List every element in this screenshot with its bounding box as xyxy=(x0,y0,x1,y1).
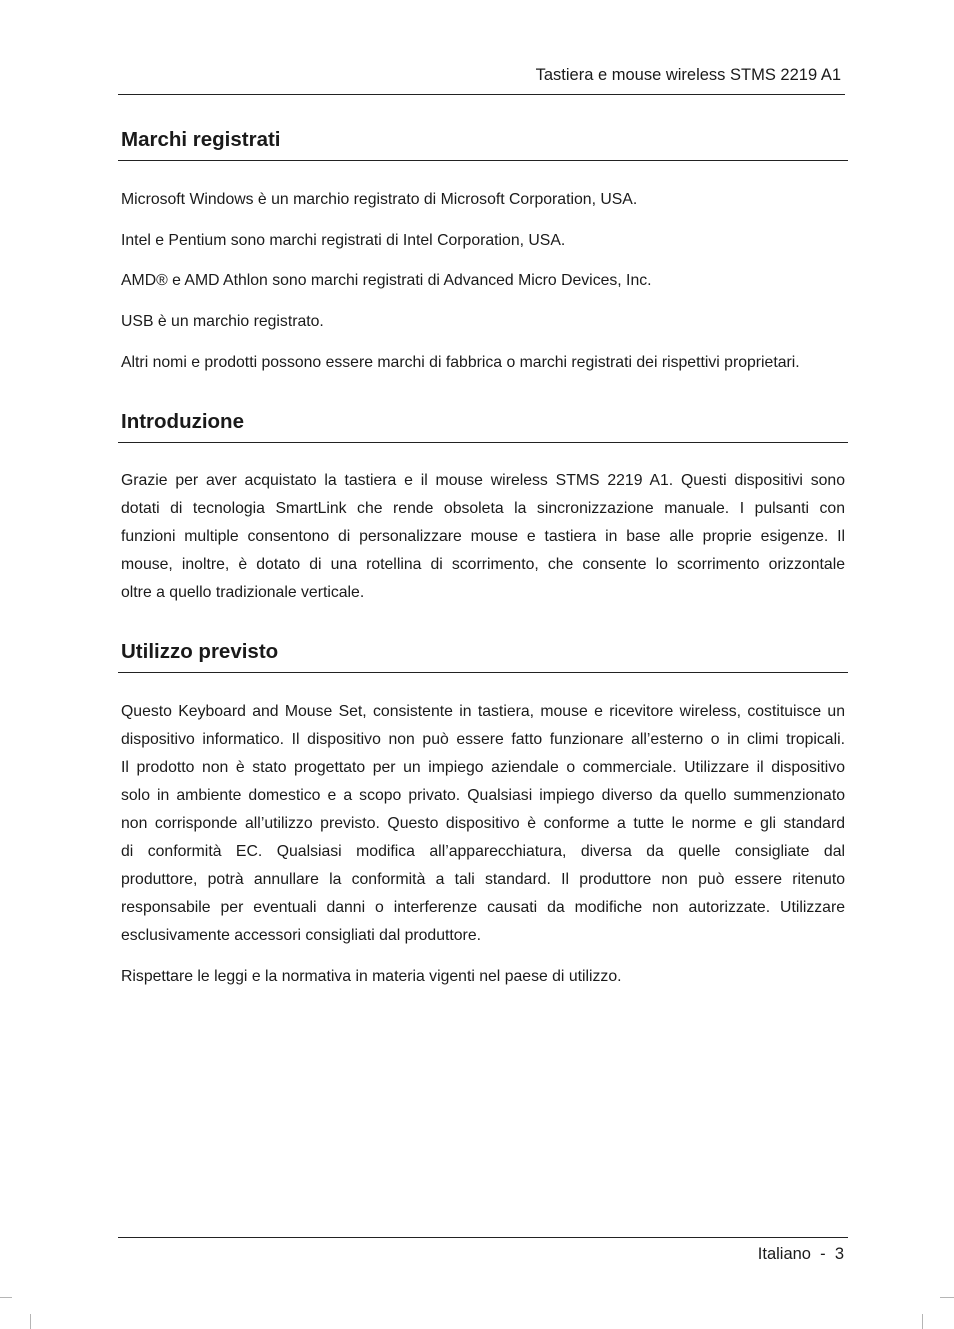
text-line: mouse, inoltre, è dotato di una rotellina di scorrimento, che consente lo scorrimento orizzontale xyxy=(121,556,845,573)
trademark-paragraph: Microsoft Windows è un marchio registrato di Microsoft Corporation, USA. xyxy=(121,191,638,208)
text-line: di conformità EC. Qualsiasi modifica all’apparecchiatura, diversa da quelle consigliate dal xyxy=(121,843,845,860)
text-line: Questo Keyboard and Mouse Set, consistente in tastiera, mouse e ricevitore wireless, costituisce un xyxy=(121,703,845,720)
page-footer xyxy=(118,1237,848,1268)
header-title: Tastiera e mouse wireless STMS 2219 A1 xyxy=(535,66,841,84)
text-line: dispositivo informatico. Il dispositivo non può essere fatto funzionare all’esterno o in climi tropicali. xyxy=(121,731,845,748)
crop-mark xyxy=(922,1314,923,1329)
intended-use-paragraph xyxy=(121,698,845,950)
text-line: Il prodotto non è stato progettato per un impiego aziendale o commerciale. Utilizzare il dispositivo xyxy=(121,759,845,776)
heading-trademarks: Marchi registrati xyxy=(121,128,281,151)
heading-intended-use: Utilizzo previsto xyxy=(121,640,279,663)
text-line: solo in ambiente domestico e a scopo privato. Qualsiasi impiego diverso da quello summenzionato xyxy=(121,787,845,804)
page-header xyxy=(118,64,845,95)
text-line: non corrisponde all’utilizzo previsto. Questo dispositivo è conforme a tutte le norme e gli standard xyxy=(121,815,845,832)
closing-paragraph: Rispettare le leggi e la normativa in materia vigenti nel paese di utilizzo. xyxy=(121,968,622,985)
crop-mark xyxy=(0,1297,12,1298)
text-line: esclusivamente accessori consigliati dal produttore. xyxy=(121,927,481,944)
introduction-paragraph xyxy=(121,467,845,607)
text-line: responsabile per eventuali danni o interferenze causati da modifiche non autorizzate. Utilizzare xyxy=(121,899,845,916)
section-heading-trademarks xyxy=(118,122,848,161)
text-line: funzioni multiple consentono di personalizzare mouse e tastiera in base alle proprie esigenze. Il xyxy=(121,528,845,545)
trademark-paragraph: Intel e Pentium sono marchi registrati di Intel Corporation, USA. xyxy=(121,232,566,249)
trademark-paragraph: AMD® e AMD Athlon sono marchi registrati di Advanced Micro Devices, Inc. xyxy=(121,272,652,289)
section-heading-introduction xyxy=(118,404,848,443)
heading-introduction: Introduzione xyxy=(121,410,244,433)
crop-mark xyxy=(940,1297,954,1298)
text-line: Grazie per aver acquistato la tastiera e il mouse wireless STMS 2219 A1. Questi dispositivi sono xyxy=(121,472,845,489)
page-number: Italiano - 3 xyxy=(757,1245,844,1263)
text-line: oltre a quello tradizionale verticale. xyxy=(121,584,365,601)
text-line: produttore, potrà annullare la conformità a tali standard. Il produttore non può essere ritenuto xyxy=(121,871,845,888)
trademark-paragraph: USB è un marchio registrato. xyxy=(121,313,324,330)
text-line: dotati di tecnologia SmartLink che rende obsoleta la sincronizzazione manuale. I pulsanti con xyxy=(121,500,845,517)
trademark-paragraph: Altri nomi e prodotti possono essere marchi di fabbrica o marchi registrati dei rispettivi proprietari. xyxy=(121,354,800,371)
crop-mark xyxy=(30,1314,31,1329)
section-heading-intended-use xyxy=(118,634,848,673)
